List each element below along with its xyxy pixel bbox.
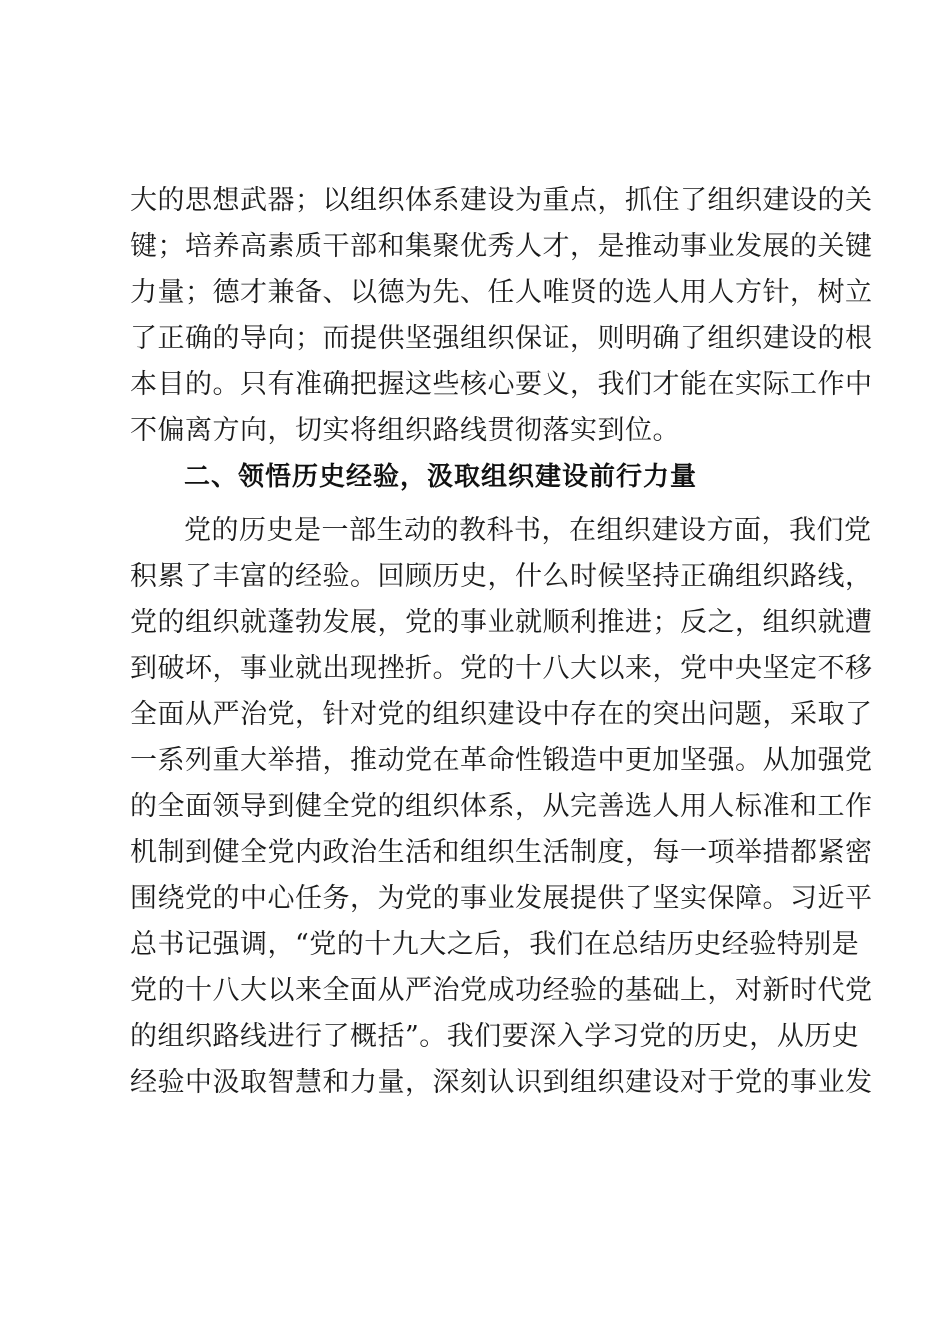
text-line: 总书记强调，“党的十九大之后，我们在总结历史经验特别是: [130, 929, 860, 960]
text-line: 不偏离方向，切实将组织路线贯彻落实到位。: [130, 415, 680, 446]
text-line: 的全面领导到健全党的组织体系，从完善选人用人标准和工作: [130, 791, 873, 822]
text-line: 本目的。只有准确把握这些核心要义，我们才能在实际工作中: [130, 369, 873, 400]
text-line: 键；培养高素质干部和集聚优秀人才，是推动事业发展的关键: [130, 231, 873, 262]
text-line: 围绕党的中心任务，为党的事业发展提供了坚实保障。习近平: [130, 883, 873, 914]
section-heading: 二、领悟历史经验，汲取组织建设前行力量: [184, 462, 698, 492]
text-line: 的组织路线进行了概括”。我们要深入学习党的历史，从历史: [130, 1021, 860, 1052]
text-line: 力量；德才兼备、以德为先、任人唯贤的选人用人方针，树立: [130, 277, 873, 308]
text-line: 大的思想武器；以组织体系建设为重点，抓住了组织建设的关: [130, 185, 873, 216]
text-line: 一系列重大举措，推动党在革命性锻造中更加坚强。从加强党: [130, 745, 873, 776]
text-line: 党的组织就蓬勃发展，党的事业就顺利推进；反之，组织就遭: [130, 607, 873, 638]
text-line: 全面从严治党，针对党的组织建设中存在的突出问题，采取了: [130, 699, 873, 730]
text-line: 经验中汲取智慧和力量，深刻认识到组织建设对于党的事业发: [130, 1067, 873, 1098]
text-line: 机制到健全党内政治生活和组织生活制度，每一项举措都紧密: [130, 837, 873, 868]
text-line: 积累了丰富的经验。回顾历史，什么时候坚持正确组织路线，: [130, 561, 873, 592]
text-line: 到破坏，事业就出现挫折。党的十八大以来，党中央坚定不移: [130, 653, 873, 684]
text-line: 党的十八大以来全面从严治党成功经验的基础上，对新时代党: [130, 975, 873, 1006]
text-line: 党的历史是一部生动的教科书，在组织建设方面，我们党: [184, 515, 872, 546]
text-line: 了正确的导向；而提供坚强组织保证，则明确了组织建设的根: [130, 323, 873, 354]
